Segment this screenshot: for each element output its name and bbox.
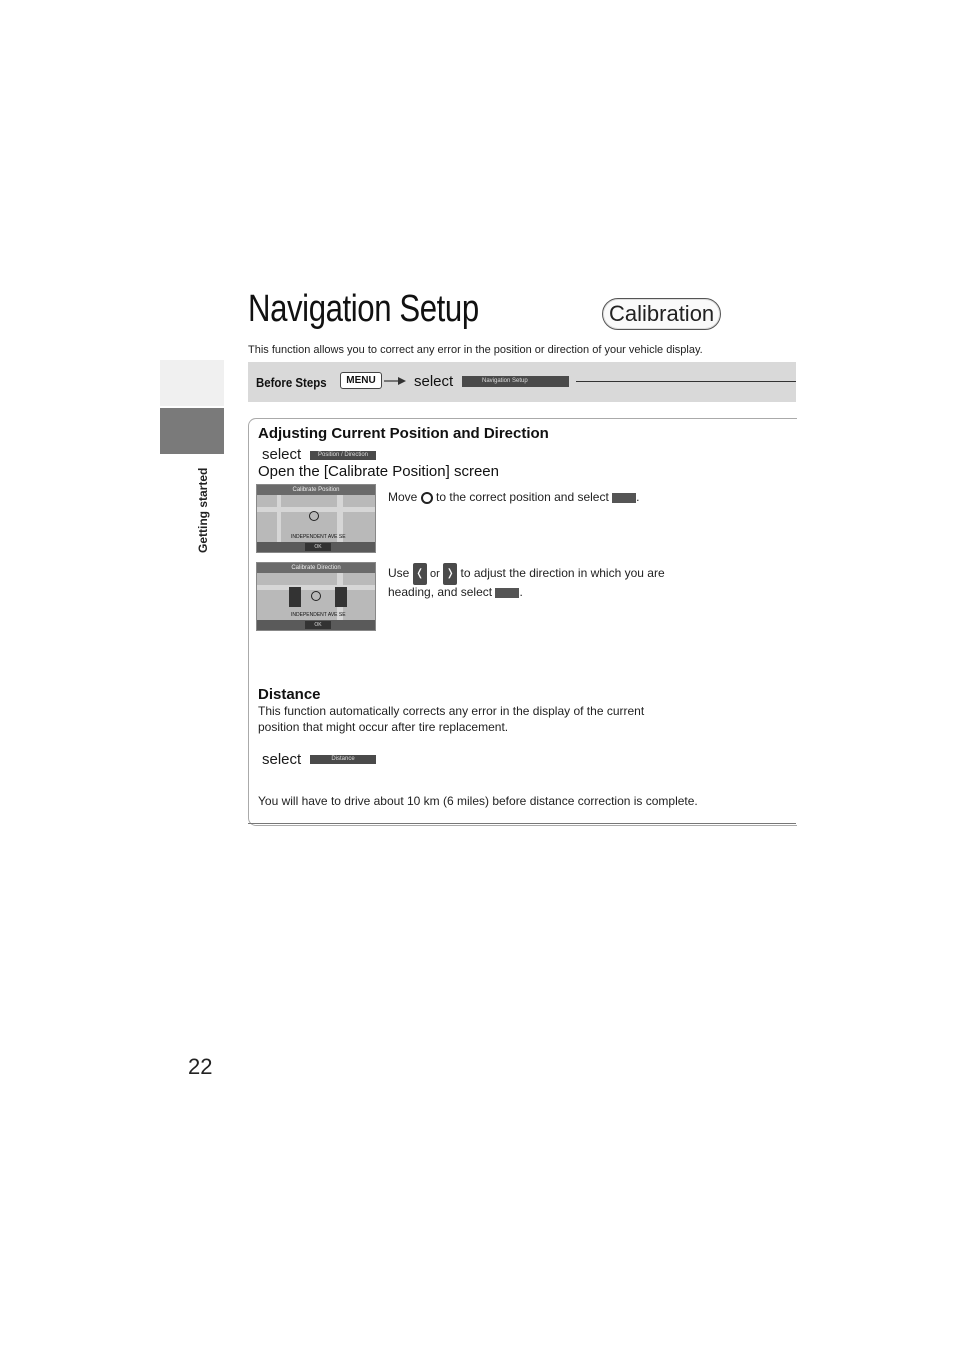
distance-heading: Distance bbox=[258, 686, 321, 703]
screenshot-street-label: INDEPENDENT AVE SE bbox=[291, 534, 346, 540]
side-tab-light bbox=[160, 360, 224, 406]
before-steps-select-text: select bbox=[414, 373, 454, 390]
intro-text: This function allows you to correct any error in the position or direction of your vehicle display. bbox=[248, 344, 703, 356]
distance-desc-line2: position that might occur after tire replacement. bbox=[258, 720, 509, 734]
page-number: 22 bbox=[188, 1054, 213, 1079]
screenshot-title: Calibrate Direction bbox=[257, 563, 375, 573]
distance-desc-line1: This function automatically corrects any error in the display of the current bbox=[258, 704, 645, 718]
screenshot-ok-button: OK bbox=[305, 543, 331, 551]
section-tab-marker bbox=[160, 408, 224, 454]
panel-bottom-rule bbox=[248, 823, 796, 824]
arrow-right-icon bbox=[384, 376, 406, 386]
position-cursor-icon bbox=[311, 591, 321, 601]
ok-button-icon bbox=[495, 588, 519, 598]
page-title: Navigation Setup bbox=[248, 288, 479, 330]
screenshot-ok-button: OK bbox=[305, 621, 331, 629]
step2-text-line2: heading, and select . bbox=[388, 585, 523, 599]
position-direction-button[interactable]: Position / Direction bbox=[310, 451, 376, 460]
before-steps-label: Before Steps bbox=[256, 375, 327, 390]
step2-text: Use ❬ or ❭ to adjust the direction in which you are bbox=[388, 562, 665, 585]
ok-button-icon bbox=[612, 493, 636, 503]
adjusting-heading: Adjusting Current Position and Direction bbox=[258, 425, 549, 442]
divider bbox=[576, 381, 796, 382]
open-screen-text: Open the [Calibrate Position] screen bbox=[258, 463, 499, 480]
rotate-left-icon: ❬ bbox=[413, 563, 427, 585]
position-cursor-icon bbox=[309, 511, 319, 521]
rotate-left-key bbox=[289, 587, 301, 607]
position-cursor-icon bbox=[421, 492, 433, 504]
navigation-setup-button[interactable]: Navigation Setup bbox=[462, 376, 569, 387]
distance-button[interactable]: Distance bbox=[310, 755, 376, 764]
adjusting-select-text: select bbox=[262, 446, 302, 463]
step1-text: Move to the correct position and select . bbox=[388, 490, 640, 504]
rotate-right-icon: ❭ bbox=[443, 563, 457, 585]
calibration-badge: Calibration bbox=[602, 298, 721, 330]
screenshot-street-label: INDEPENDENT AVE SE bbox=[291, 612, 346, 618]
rotate-right-key bbox=[335, 587, 347, 607]
menu-button[interactable]: MENU bbox=[340, 372, 382, 389]
distance-select-text: select bbox=[262, 751, 302, 768]
distance-note: You will have to drive about 10 km (6 miles) before distance correction is complete. bbox=[258, 794, 698, 808]
calibrate-direction-screenshot bbox=[256, 562, 376, 631]
calibrate-position-screenshot bbox=[256, 484, 376, 553]
section-label: Getting started bbox=[196, 467, 210, 553]
screenshot-title: Calibrate Position bbox=[257, 485, 375, 495]
